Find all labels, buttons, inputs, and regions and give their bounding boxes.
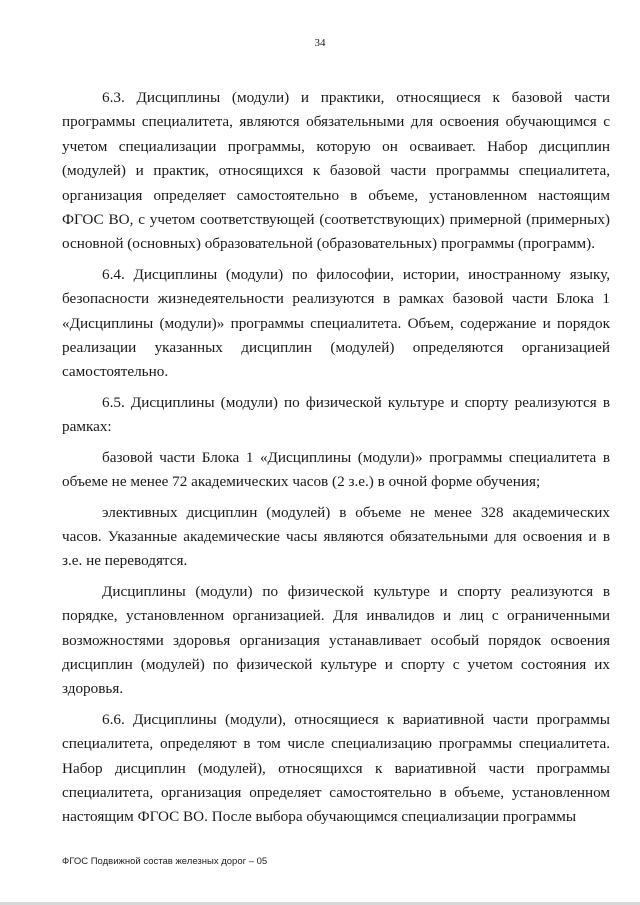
paragraph-6-5-basic-part: базовой части Блока 1 «Дисциплины (модули)» программы специалитета в объеме не менее 72 академических часов (2 з.е.) в очной форме обучения; bbox=[62, 448, 610, 491]
paragraph-6-4: 6.4. Дисциплины (модули) по философии, истории, иностранному языку, безопасности жизнедеятельности реализуются в рамках базовой части Блока 1 «Дисциплины (модули)» программы специалитета. Объем, содержание и порядок реализации указанных дисциплин (модулей) определяются организацией самостоятельно. bbox=[62, 265, 610, 381]
paragraph-6-3: 6.3. Дисциплины (модули) и практики, относящиеся к базовой части программы специалитета, являются обязательными для освоения обучающимся с учетом специализации программы, которую он осваивает. Набор дисциплин (модулей) и практик, относящихся к базовой части программы специалитета, организация определяет самостоятельно в объеме, установленном настоящим ФГОС ВО, с учетом соответствующей (соответствующих) примерной (примерных) основной (основных) образовательной (образовательных) программы (программ). bbox=[62, 89, 610, 253]
paragraph-6-6: 6.6. Дисциплины (модули), относящиеся к вариативной части программы специалитета, определяют в том числе специализацию программы специалитета. Набор дисциплин (модулей), относящихся к вариативной части программы специалитета, организация определяет самостоятельно в объеме, установленном настоящим ФГОС ВО. После выбора обучающимся специализации программы bbox=[62, 710, 610, 826]
footer-standard-name: ФГОС Подвижной состав железных дорог – 05 bbox=[62, 856, 268, 867]
document-body bbox=[62, 86, 610, 836]
paragraph-6-5-elective: элективных дисциплин (модулей) в объеме не менее 328 академических часов. Указанные академические часы являются обязательными для освоения и в з.е. не переводятся. bbox=[62, 503, 610, 570]
paragraph-6-5-order: Дисциплины (модули) по физической культуре и спорту реализуются в порядке, установленном организацией. Для инвалидов и лиц с ограниченными возможностями здоровья организация устанавливает особый порядок освоения дисциплин (модулей) по физической культуре и спорту с учетом состояния их здоровья. bbox=[62, 582, 610, 698]
paragraph-6-5: 6.5. Дисциплины (модули) по физической культуре и спорту реализуются в рамках: bbox=[62, 393, 610, 436]
page-number: 34 bbox=[314, 37, 326, 49]
